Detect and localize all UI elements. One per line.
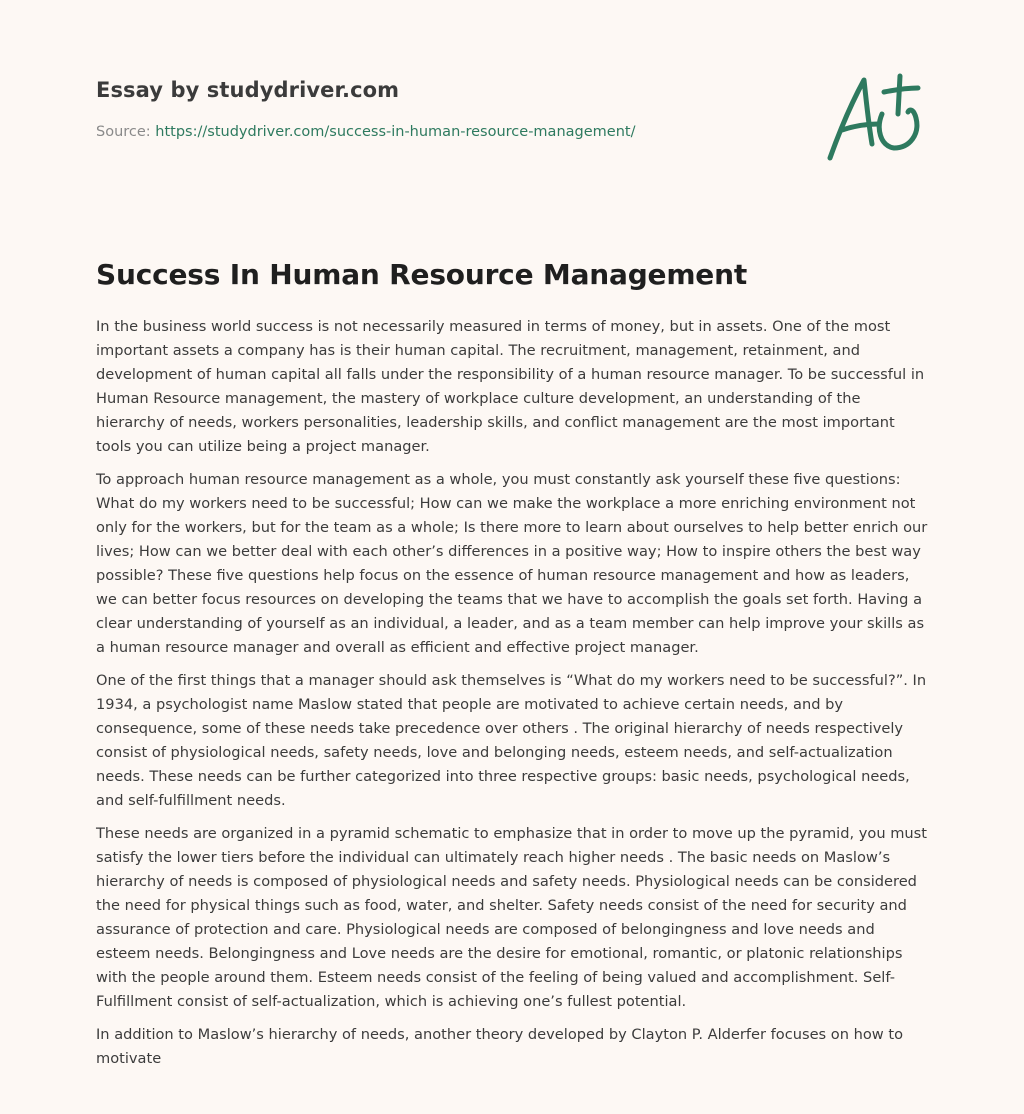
source-link[interactable]: https://studydriver.com/success-in-human-resource-management/ [155,124,636,140]
essay-paragraph: To approach human resource management as a whole, you must constantly ask yourself these five questions: What do my workers need to be successful; How can we make the workplace a more enriching environment not only for the workers, but for the team as a whole; Is there more to learn about ourselves to help better enrich our lives; How can we better deal with each other’s differences in a positive way; How to inspire others the best way possible? These five questions help focus on the essence of human resource management and how as leaders, we can better focus resources on developing the teams that we have to accomplish the goals set forth. Having a clear understanding of yourself as an individual, a leader, and as a team member can help improve your skills as a human resource manager and overall as efficient and effective project manager. [96,471,928,656]
site-brand: Essay by studydriver.com [96,78,400,102]
essay-title: Success In Human Resource Management [96,258,748,291]
essay-paragraph: In the business world success is not necessarily measured in terms of money, but in assets. One of the most important assets a company has is their human capital. The recruitment, management, retainment, and development of human capital all falls under the responsibility of a human resource manager. To be successful in Human Resource management, the mastery of workplace culture development, an understanding of the hierarchy of needs, workers personalities, leadership skills, and conflict management are the most important tools you can utilize being a project manager. [96,318,925,455]
source-label: Source: [96,124,156,140]
essay-paragraph: In addition to Maslow’s hierarchy of needs, another theory developed by Clayton P. Alderfer focuses on how to motivate [96,1026,904,1067]
a-plus-grade-icon [820,68,930,168]
essay-header [96,76,796,142]
essay-paragraph: One of the first things that a manager should ask themselves is “What do my workers need to be successful?”. In 1934, a psychologist name Maslow stated that people are motivated to achieve certain needs, and by consequence, some of these needs take precedence over others . The original hierarchy of needs respectively consist of physiological needs, safety needs, love and belonging needs, esteem needs, and self-actualization needs. These needs can be further categorized into three respective groups: basic needs, psychological needs, and self-fulfillment needs. [96,672,927,809]
essay-paragraph: These needs are organized in a pyramid schematic to emphasize that in order to move up the pyramid, you must satisfy the lower tiers before the individual can ultimately reach higher needs . The basic needs on Maslow’s hierarchy of needs is composed of physiological needs and safety needs. Physiological needs can be considered the need for physical things such as food, water, and shelter. Safety needs consist of the need for security and assurance of protection and care. Physiological needs are composed of belongingness and love needs and esteem needs. Belongingness and Love needs are the desire for emotional, romantic, or platonic relationships with the people around them. Esteem needs consist of the feeling of being valued and accomplishment. Self-Fulfillment consist of self-actualization, which is achieving one’s fullest potential. [96,825,928,1010]
essay-body [96,315,932,1080]
source-line [96,122,796,142]
